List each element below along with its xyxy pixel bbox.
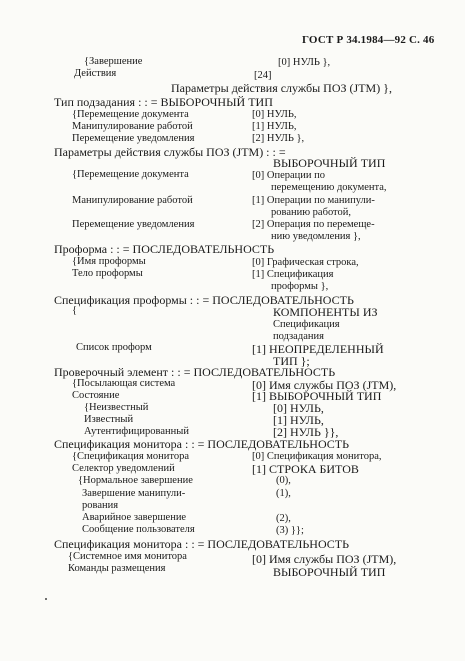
text-line: КОМПОНЕНТЫ ИЗ [273, 305, 378, 319]
text-line: {Завершение [84, 56, 143, 67]
text-line: Сообщение пользователя [82, 524, 195, 535]
text-line: Завершение манипули- [82, 488, 186, 499]
text-line: { [72, 305, 78, 316]
text-line: {Системное имя монитора [68, 551, 187, 562]
text-line: {Посылающая система [72, 378, 176, 389]
text-line: {Неизвестный [84, 402, 149, 413]
page-header: ГОСТ Р 34.1984—92 С. 46 [302, 34, 435, 46]
text-line: Спецификация монитора : : = ПОСЛЕДОВАТЕЛЬНОСТЬ [54, 437, 350, 451]
scan-speck [45, 598, 47, 600]
text-line: (3) }}; [276, 525, 304, 536]
text-line: [0] Имя службы ПОЗ (JTM), [252, 378, 397, 392]
text-line: Тип подзадания : : = ВЫБОРОЧНЫЙ ТИП [54, 95, 273, 109]
text-line: [0] НУЛЬ, [252, 109, 297, 120]
text-line: Проформа : : = ПОСЛЕДОВАТЕЛЬНОСТЬ [54, 242, 275, 256]
text-line: Параметры действия службы ПОЗ (JTM) }, [171, 81, 392, 95]
text-line: Параметры действия службы ПОЗ (JTM) : : = [54, 145, 286, 159]
text-line: [2] НУЛЬ }}, [273, 425, 339, 439]
text-line: Известный [84, 414, 134, 425]
text-line: Аварийное завершение [82, 512, 187, 523]
text-line: Проверочный элемент : : = ПОСЛЕДОВАТЕЛЬНОСТЬ [54, 365, 336, 379]
text-line: [24] [254, 70, 272, 81]
text-line: Команды размещения [68, 563, 166, 574]
text-line: [0] НУЛЬ }, [278, 57, 331, 68]
text-line: [1] СТРОКА БИТОВ [252, 462, 359, 476]
text-line: [0] Спецификация монитора, [252, 451, 382, 462]
text-line: Перемещение уведомления [72, 219, 195, 230]
text-line: проформы }, [271, 281, 329, 292]
text-line: Манипулирование работой [72, 121, 193, 132]
text-line: (2), [276, 513, 291, 524]
text-line: [0] Графическая строка, [252, 257, 359, 268]
text-line: {Перемещение документа [72, 109, 189, 120]
text-line: Манипулирование работой [72, 195, 193, 206]
text-line: ВЫБОРОЧНЫЙ ТИП [273, 565, 386, 579]
text-line: [1] НЕОПРЕДЕЛЕННЫЙ [252, 342, 384, 356]
text-line: [0] Операции по [252, 170, 325, 181]
text-line: Спецификация монитора : : = ПОСЛЕДОВАТЕЛЬНОСТЬ [54, 537, 350, 551]
text-line: Аутентифицированный [84, 426, 189, 437]
text-line: Спецификация проформы : : = ПОСЛЕДОВАТЕЛЬНОСТЬ [54, 293, 354, 307]
text-line: Тело проформы [72, 268, 143, 279]
text-line: [1] НУЛЬ, [273, 413, 324, 427]
text-line: ТИП }; [273, 354, 310, 368]
text-line: Селектор уведомлений [72, 463, 175, 474]
text-line: [1] Операции по манипули- [252, 195, 375, 206]
text-line: {Имя проформы [72, 256, 146, 267]
text-line: [1] Спецификация [252, 269, 334, 280]
text-line: (0), [276, 475, 291, 486]
text-line: Действия [74, 68, 117, 79]
text-line: рованию работой, [271, 207, 351, 218]
text-line: [1] НУЛЬ, [252, 121, 297, 132]
text-line: [2] НУЛЬ }, [252, 133, 305, 144]
text-line: ВЫБОРОЧНЫЙ ТИП [273, 156, 386, 170]
text-line: Спецификация [273, 319, 340, 330]
text-line: [0] НУЛЬ, [273, 401, 324, 415]
text-line: Перемещение уведомления [72, 133, 195, 144]
text-line: Состояние [72, 390, 120, 401]
text-line: рования [82, 500, 119, 511]
text-line: [0] Имя службы ПОЗ (JTM), [252, 552, 397, 566]
text-line: {Нормальное завершение [78, 475, 193, 486]
text-line: подзадания [273, 331, 324, 342]
text-line: [1] ВЫБОРОЧНЫЙ ТИП [252, 389, 382, 403]
text-line: Список проформ [76, 342, 152, 353]
text-line: [2] Операция по перемеще- [252, 219, 375, 230]
text-line: (1), [276, 488, 291, 499]
text-line: {Перемещение документа [72, 169, 189, 180]
text-line: нию уведомления }, [271, 231, 361, 242]
text-line: перемещению документа, [271, 182, 387, 193]
text-line: {Спецификация монитора [72, 451, 190, 462]
